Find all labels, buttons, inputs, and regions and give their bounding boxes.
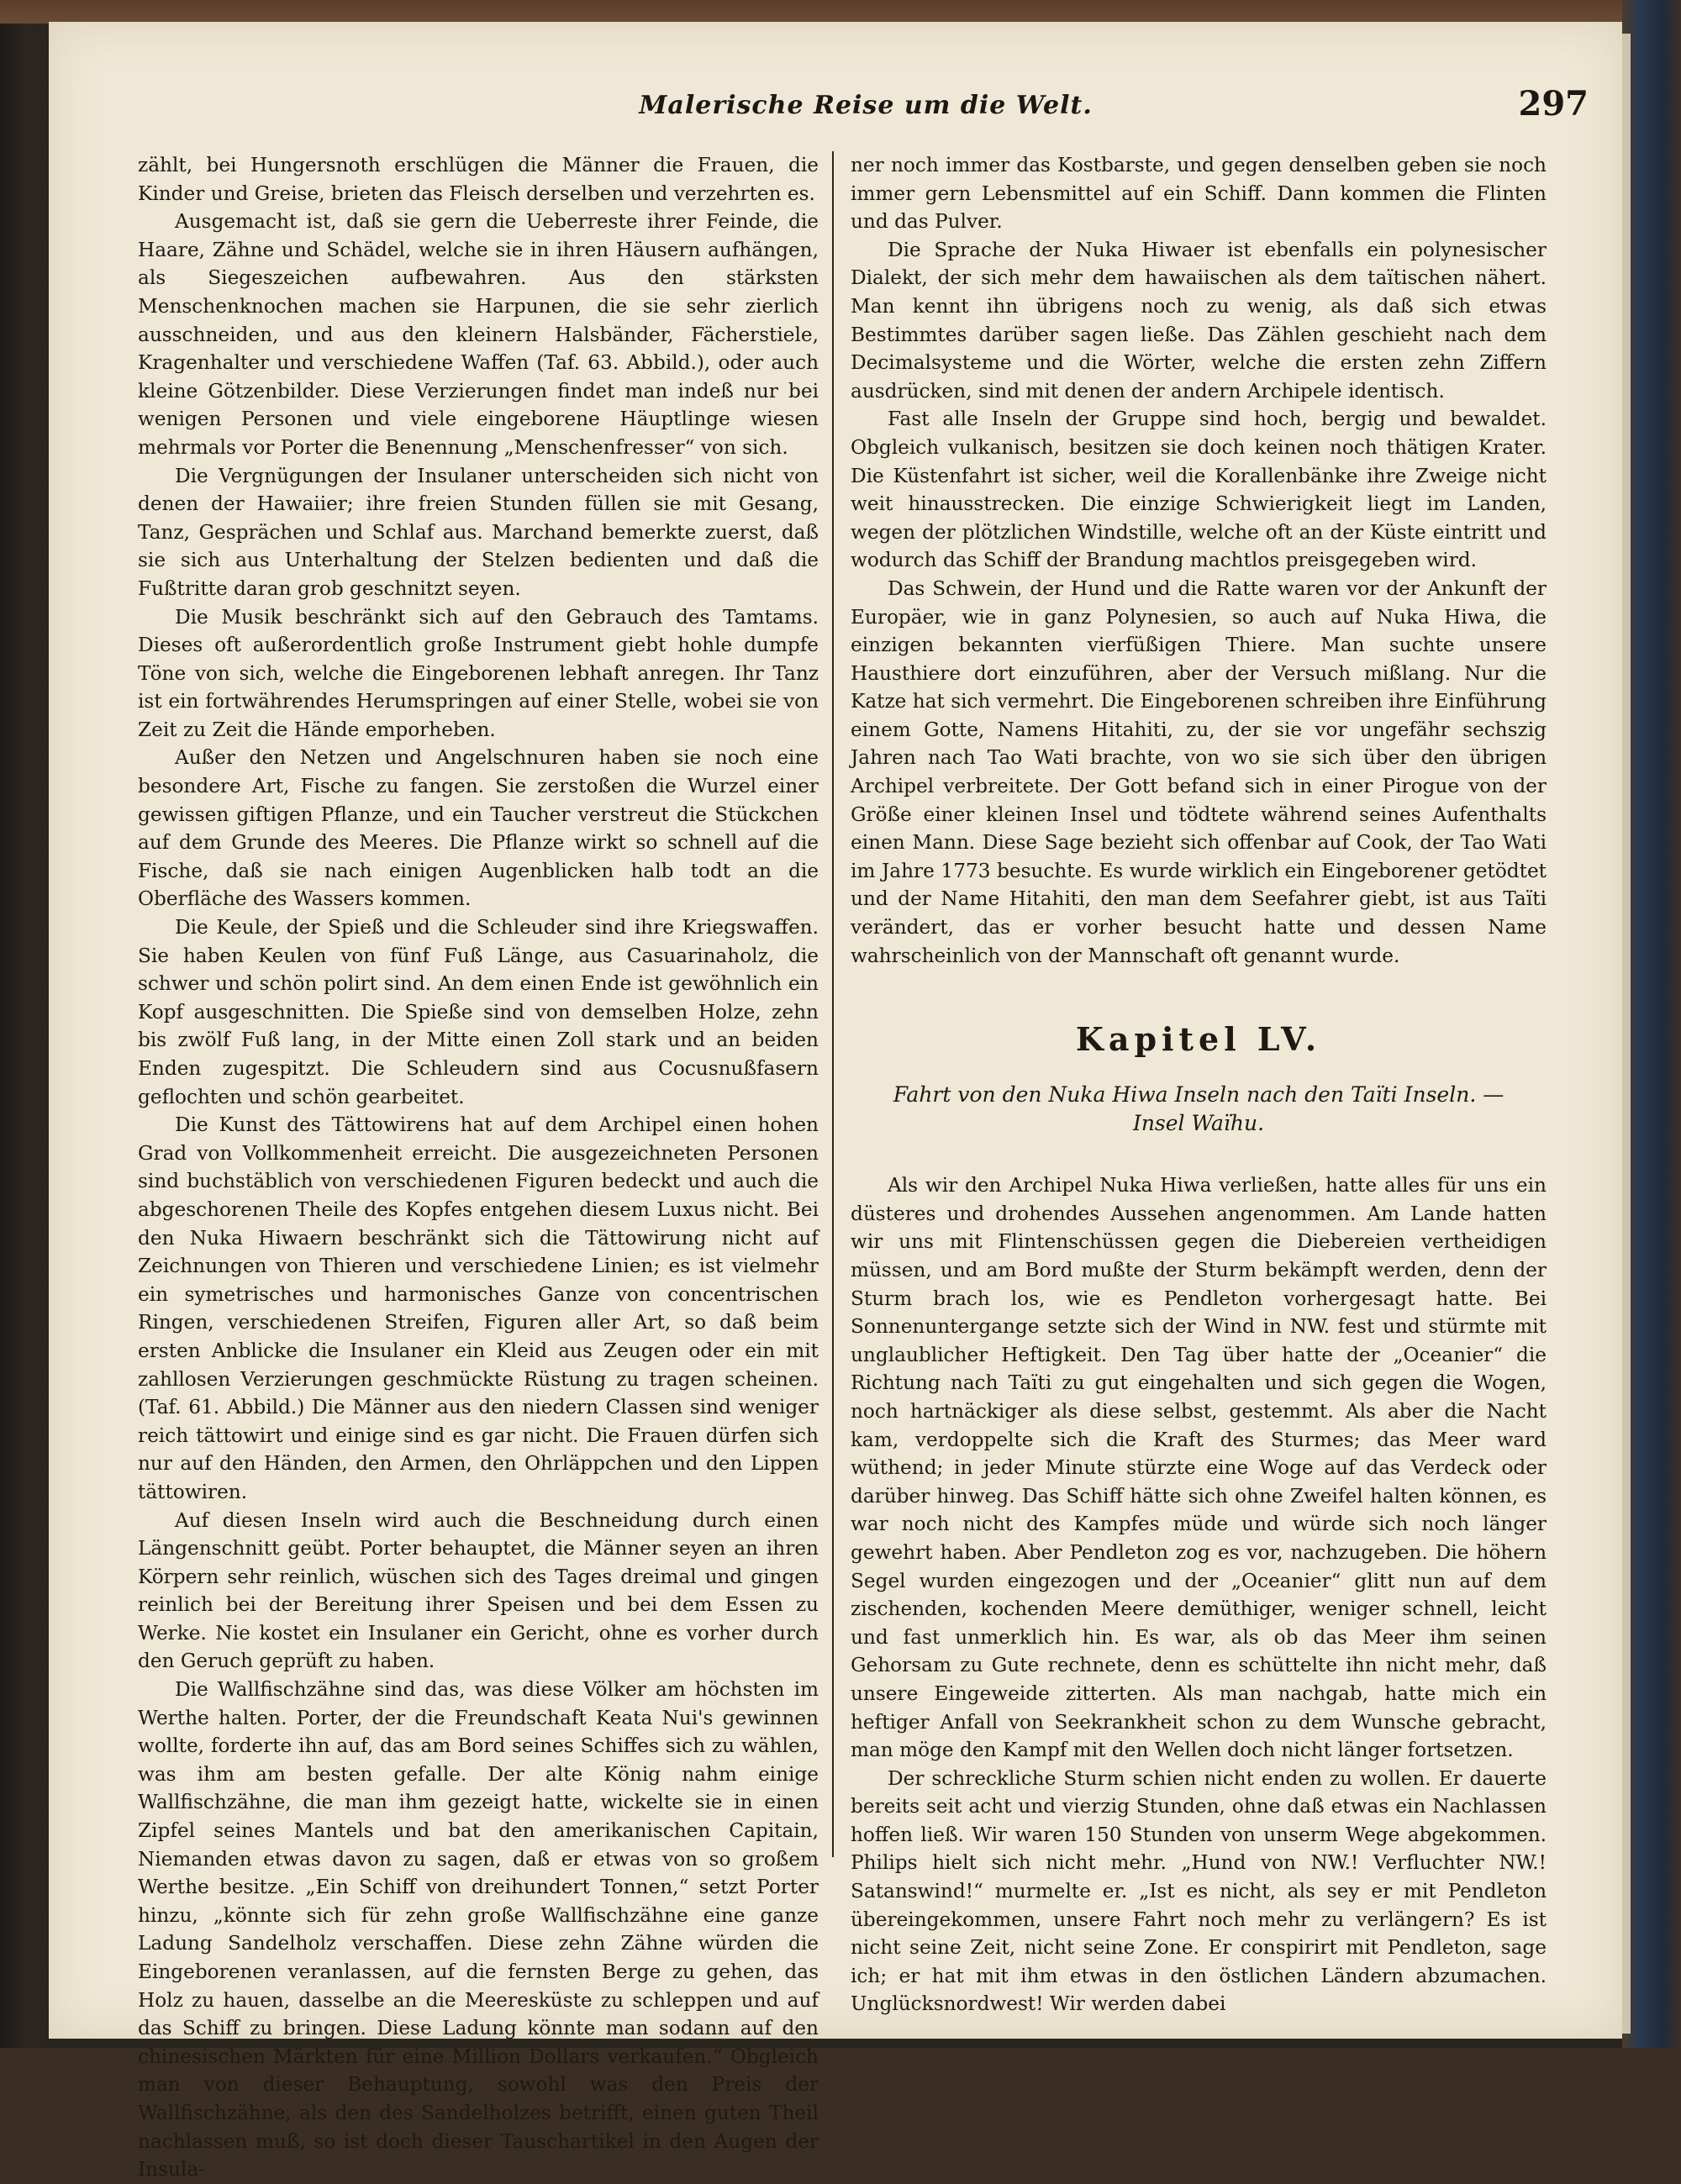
chapter-subtitle xyxy=(851,1081,1547,1138)
page-stack-edge xyxy=(1622,34,1631,2034)
page-number: 297 xyxy=(1518,84,1589,124)
paragraph: ner noch immer das Kostbarste, und gegen denselben geben sie noch immer gern Lebensmittel auf ein Schiff. Dann kommen die Flinten und das Pulver. xyxy=(851,154,1547,234)
paragraph: Auf diesen Inseln wird auch die Beschneidung durch einen Längenschnitt geübt. Porter behauptet, die Männer seyen an ihren Körpern sehr reinlich, wüschen sich des Tages dreimal und gingen reinlich bei der Bereitung ihrer Speisen und bei dem Essen zu Werke. Nie kostet ein Insulaner ein Gericht, ohne es vorher durch den Geruch geprüft zu haben. xyxy=(138,1508,819,1673)
chapter-subtitle-line: Fahrt von den Nuka Hiwa Inseln nach den Taïti Inseln. — xyxy=(893,1082,1504,1108)
paragraph: Das Schwein, der Hund und die Ratte waren vor der Ankunft der Europäer, wie in ganz Polynesien, so auch auf Nuka Hiwa, die einzigen bekannten vierfüßigen Thiere. Man suchte unsere Hausthiere dort einzuführen, aber der Versuch mißlang. Nur die Katze hat sich vermehrt. Die Eingeborenen schreiben ihre Einführung einem Gotte, Namens Hitahiti, zu, der sie vor ungefähr sechszig Jahren nach Tao Wati brachte, von wo sie sich über den übrigen Archipel verbreitete. Der Gott befand sich in einer Pirogue von der Größe einer kleinen Insel und tödtete während seines Aufenthalts einen Mann. Diese Sage bezieht sich offenbar auf Cook, der Tao Wati im Jahre 1773 besuchte. Es wurde wirklich ein Eingeborener getödtet und der Name Hitahiti, den man dem Seefahrer giebt, ist aus Taïti verändert, das er vorher besucht hatte und dessen Name wahrscheinlich von der Mannschaft oft genannt wurde. xyxy=(851,576,1547,967)
paragraph: Die Vergnügungen der Insulaner unterscheiden sich nicht von denen der Hawaiier; ihre freien Stunden füllen sie mit Gesang, Tanz, Gesprächen und Schlaf aus. Marchand bemerkte zuerst, daß sie sich aus Unterhaltung der Stelzen bedienten und daß die Fußtritte daran grob geschnitzt seyen. xyxy=(138,464,819,600)
book-cover-edge xyxy=(1622,0,1681,2048)
book-top-edge xyxy=(0,0,1681,24)
right-column xyxy=(851,151,1547,2034)
column-divider xyxy=(832,151,834,1857)
paragraph: Ausgemacht ist, daß sie gern die Ueberreste ihrer Feinde, die Haare, Zähne und Schädel, welche sie in ihren Häusern aufhängen, als Siegeszeichen aufbewahren. Aus den stärksten Menschenknochen machen sie Harpunen, die sie sehr zierlich ausschneiden, und aus den kleinern Halsbänder, Fächerstiele, Kragenhalter und verschiedene Waffen (Taf. 63. Abbild.), oder auch kleine Götzenbilder. Diese Verzierungen findet man indeß nur bei wenigen Personen und viele eingeborene Häuptlinge wiesen mehrmals vor Porter die Benennung „Menschenfresser“ von sich. xyxy=(138,210,819,459)
paragraph: Die Keule, der Spieß und die Schleuder sind ihre Kriegswaffen. Sie haben Keulen von fünf Fuß Länge, aus Casuarinaholz, die schwer und schön polirt sind. An dem einen Ende ist gewöhnlich ein Kopf ausgeschnitten. Die Spieße sind von demselben Holze, zehn bis zwölf Fuß lang, in der Mitte einen Zoll stark und an beiden Enden zugespitzt. Die Schleudern sind aus Cocusnußfasern geflochten und schön gearbeitet. xyxy=(138,916,819,1108)
running-title: Malerische Reise um die Welt. xyxy=(639,91,1093,120)
paragraph: Fast alle Inseln der Gruppe sind hoch, bergig und bewaldet. Obgleich vulkanisch, besitzen sie doch keinen noch thätigen Krater. Die Küstenfahrt ist sicher, weil die Korallenbänke ihre Zweige nicht weit hinausstrecken. Die einzige Schwierigkeit liegt im Landen, wegen der plötzlichen Windstille, welche oft an der Küste eintritt und wodurch das Schiff der Brandung machtlos preisgegeben wird. xyxy=(851,408,1547,572)
paragraph: zählt, bei Hungersnoth erschlügen die Männer die Frauen, die Kinder und Greise, brieten das Fleisch derselben und verzehrten es. xyxy=(138,154,819,205)
paragraph: Als wir den Archipel Nuka Hiwa verließen, hatte alles für uns ein düsteres und drohendes Aussehen angenommen. Am Lande hatten wir uns mit Flintenschüssen gegen die Diebereien vertheidigen müssen, und am Bord mußte der Sturm bekämpft werden, denn der Sturm brach los, wie es Pendleton vorhergesagt hatte. Bei Sonnenuntergange setzte sich der Wind in NW. fest und stürmte mit unglaublicher Heftigkeit. Den Tag über hatte der „Oceanier“ die Richtung nach Taïti zu gut eingehalten und sich gegen die Wogen, noch hartnäckiger als diese selbst, gestemmt. Als aber die Nacht kam, verdoppelte sich die Kraft des Sturmes; das Meer ward wüthend; in jeder Minute stürzte eine Woge auf das Verdeck oder darüber hinweg. Das Schiff hätte sich ohne Zweifel halten können, es war noch nicht des Kampfes müde und würde sich noch länger gewehrt haben. Aber Pendleton zog es vor, nachzugeben. Die höhern Segel wurden eingezogen und der „Oceanier“ glitt nun auf dem zischenden, kochenden Meere demüthiger, weniger schnell, leicht und fast unmerklich hin. Es war, als ob das Meer ihm seinen Gehorsam zu Gute rechnete, denn es schüttelte ihn nicht mehr, daß unsere Eingeweide zitterten. Als man nachgab, hatte mich ein heftiger Anfall von Seekrankheit schon zu dem Wunsche gebracht, man möge den Kampf mit den Wellen doch nicht länger fortsetzen. xyxy=(851,1174,1547,1762)
left-column xyxy=(138,151,819,2181)
chapter-heading: Kapitel LV. xyxy=(1075,1020,1322,1059)
paragraph: Die Wallfischzähne sind das, was diese Völker am höchsten im Werthe halten. Porter, der die Freundschaft Keata Nui's gewinnen wollte, forderte ihn auf, das am Bord seines Schiffes sich zu wählen, was ihm am besten gefalle. Der alte König nahm einige Wallfischzähne, die man ihm gezeigt hatte, wickelte sie in einen Zipfel seines Mantels und bat den amerikanischen Capitain, Niemanden etwas davon zu sagen, daß er etwas von so großem Werthe besitze. „Ein Schiff von dreihundert Tonnen,“ setzt Porter hinzu, „könnte sich für zehn große Wallfischzähne eine ganze Ladung Sandelholz verschaffen. Diese zehn Zähne würden die Eingeborenen veranlassen, auf die fernsten Berge zu gehen, das Holz zu hauen, dasselbe an die Meeresküste zu schleppen und auf das Schiff zu bringen. Diese Ladung könnte man sodann auf den chinesischen Märkten für eine Million Dollars verkaufen.“ Obgleich man von dieser Behauptung, sowohl was den Preis der Wallfischzähne, als den des Sandelholzes betrifft, einen guten Theil nachlassen muß, so ist doch dieser Tauschartikel in den Augen der Insula- xyxy=(138,1678,819,2181)
chapter-subtitle-line: Insel Waïhu. xyxy=(1132,1111,1265,1136)
paragraph: Der schreckliche Sturm schien nicht enden zu wollen. Er dauerte bereits seit acht und vierzig Stunden, ohne daß etwas ein Nachlassen hoffen ließ. Wir waren 150 Stunden von unserm Wege abgekommen. Philips hielt sich nicht mehr. „Hund von NW.! Verfluchter NW.! Satanswind!“ murmelte er. „Ist es nicht, als sey er mit Pendleton übereingekommen, unsere Fahrt noch mehr zu verlängern? Es ist nicht seine Zeit, nicht seine Zone. Er conspirirt mit Pendleton, sage ich; er hat mit ihm etwas in den östlichen Ländern abzumachen. Unglücksnordwest! Wir werden dabei xyxy=(851,1766,1547,2016)
paragraph: Die Sprache der Nuka Hiwaer ist ebenfalls ein polynesischer Dialekt, der sich mehr dem hawaiischen als dem taïtischen nähert. Man kennt ihn übrigens noch zu wenig, als daß sich etwas Bestimmtes darüber sagen ließe. Das Zählen geschieht nach dem Decimalsysteme und die Wörter, welche die ersten zehn Ziffern ausdrücken, sind mit denen der andern Archipele identisch. xyxy=(851,238,1547,403)
paragraph: Außer den Netzen und Angelschnuren haben sie noch eine besondere Art, Fische zu fangen. Sie zerstoßen die Wurzel einer gewissen giftigen Pflanze, und ein Taucher verstreut die Stückchen auf dem Grunde des Meeres. Die Pflanze wirkt so schnell auf die Fische, daß sie nach einigen Augenblicken halb todt an die Oberfläche des Wassers kommen. xyxy=(138,746,819,911)
paragraph: Die Musik beschränkt sich auf den Gebrauch des Tamtams. Dieses oft außerordentlich große Instrument giebt hohle dumpfe Töne von sich, welche die Eingeborenen lebhaft anregen. Ihr Tanz ist ein fortwährendes Herumspringen auf einer Stelle, wobei sie von Zeit zu Zeit die Hände emporheben. xyxy=(138,605,819,741)
paragraph: Die Kunst des Tättowirens hat auf dem Archipel einen hohen Grad von Vollkommenheit erreicht. Die ausgezeichneten Personen sind buchstäblich von verschiedenen Figuren bedeckt und auch die abgeschorenen Theile des Kopfes entgehen diesem Luxus nicht. Bei den Nuka Hiwaern beschränkt sich die Tättowirung nicht auf Zeichnungen von Thieren und verschiedene Linien; es ist vielmehr ein symetrisches und harmonisches Ganze von concentrischen Ringen, verschiedenen Streifen, Figuren aller Art, so daß beim ersten Anblicke die Insulaner ein Kleid aus Zeugen oder ein mit zahllosen Verzierungen geschmückte Rüstung zu tragen scheinen. (Taf. 61. Abbild.) Die Männer aus den niedern Classen sind weniger reich tättowirt und einige sind es gar nicht. Die Frauen dürfen sich nur auf den Händen, den Armen, den Ohrläppchen und den Lippen tättowiren. xyxy=(138,1113,819,1503)
